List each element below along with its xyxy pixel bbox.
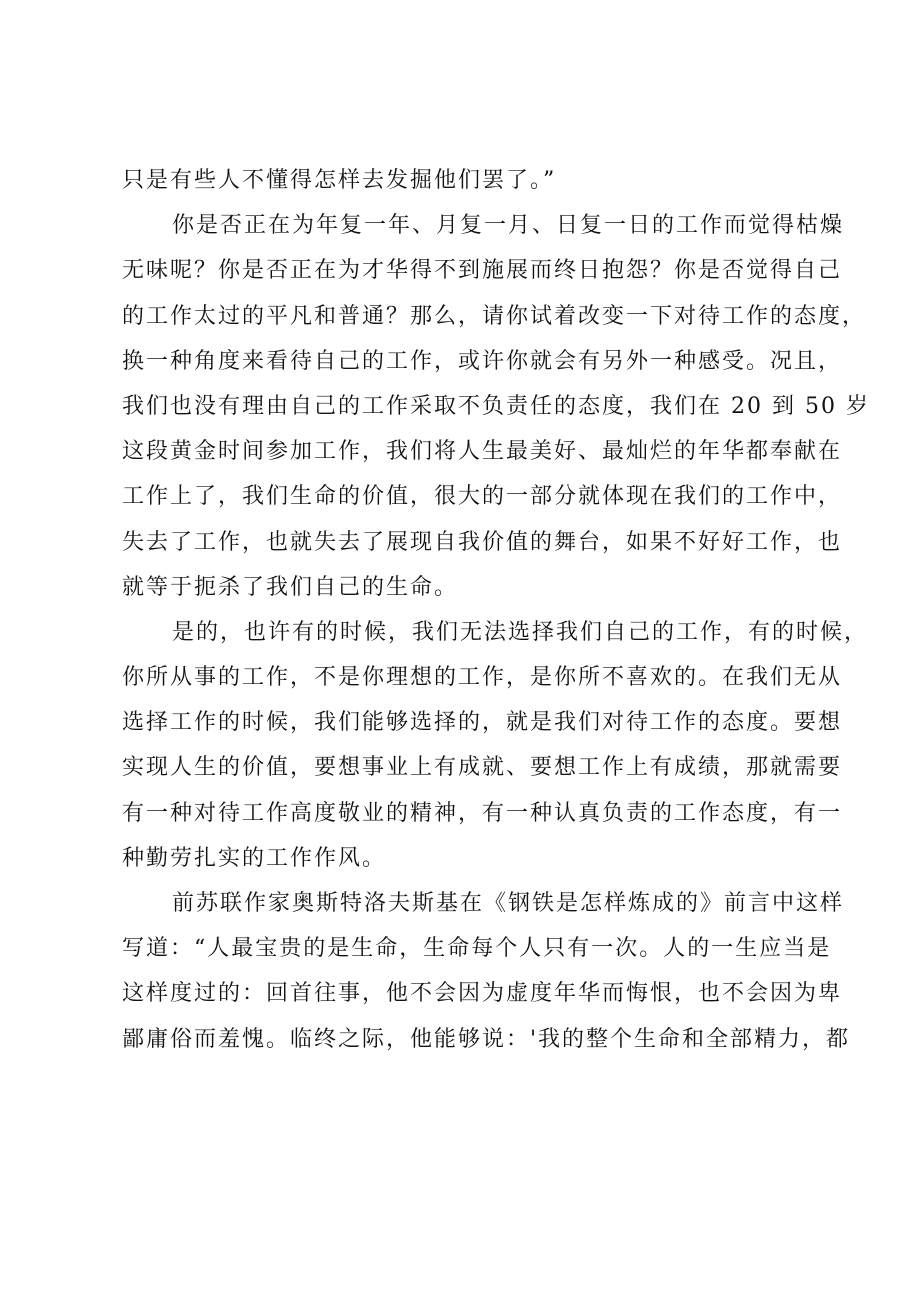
paragraph <box>122 610 869 881</box>
text-line: 这样度过的：回首往事，他不会因为虚度年华而悔恨，也不会因为卑 <box>122 981 843 1007</box>
paragraph <box>122 158 822 203</box>
text-line: 种勤劳扎实的工作作风。 <box>122 845 387 871</box>
text-line: 选择工作的时候，我们能够选择的，就是我们对待工作的态度。要想 <box>122 710 843 736</box>
text-line: 实现人生的价值，要想事业上有成就、要想工作上有成绩，那就需要 <box>122 755 843 781</box>
text-line: 写道：“人最宝贵的是生命，生命每个人只有一次。人的一生应当是 <box>122 936 832 962</box>
paragraph <box>122 881 851 1062</box>
text-line: 这段黄金时间参加工作，我们将人生最美好、最灿烂的年华都奉献在 <box>122 439 843 465</box>
text-line: 我们也没有理由自己的工作采取不负责任的态度，我们在 20 到 50 岁 <box>122 393 870 419</box>
text-line: 就等于扼杀了我们自己的生命。 <box>122 574 459 600</box>
text-line: 鄙庸俗而羞愧。临终之际，他能够说：'我的整个生命和全部精力，都 <box>122 1026 851 1052</box>
text-line: 有一种对待工作高度敬业的精神，有一种认真负责的工作态度，有一 <box>122 800 843 826</box>
text-line: 前苏联作家奥斯特洛夫斯基在《钢铁是怎样炼成的》前言中这样 <box>172 891 845 916</box>
text-line: 工作上了，我们生命的价值，很大的一部分就体现在我们的工作中， <box>122 484 843 510</box>
text-line: 的工作太过的平凡和普通？那么，请你试着改变一下对待工作的态度， <box>122 303 867 329</box>
text-line: 你所从事的工作，不是你理想的工作，是你所不喜欢的。在我们无从 <box>122 665 843 691</box>
text-line: 换一种角度来看待自己的工作，或许你就会有另外一种感受。况且， <box>122 348 843 374</box>
text-line: 是的，也许有的时候，我们无法选择我们自己的工作，有的时候， <box>172 619 869 645</box>
paragraph <box>122 203 870 610</box>
text-line: 失去了工作，也就失去了展现自我价值的舞台，如果不好好工作，也 <box>122 529 843 555</box>
body-text <box>122 158 870 1062</box>
text-line: 只是有些人不懂得怎样去发掘他们罢了。” <box>122 168 557 193</box>
text-line: 无味呢？你是否正在为才华得不到施展而终日抱怨？你是否觉得自己 <box>122 258 843 284</box>
text-line: 你是否正在为年复一年、月复一月、日复一日的工作而觉得枯燥 <box>172 213 845 239</box>
